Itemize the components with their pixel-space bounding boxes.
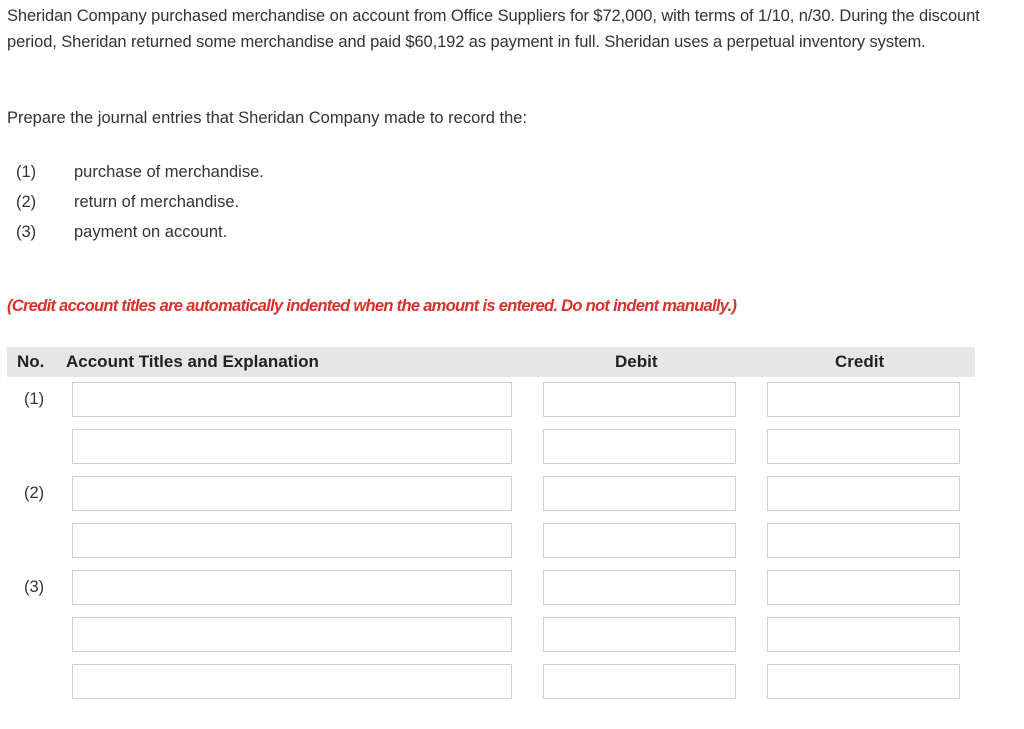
header-account-titles: Account Titles and Explanation xyxy=(66,352,319,371)
requirements-list xyxy=(16,158,264,248)
header-debit: Debit xyxy=(615,352,658,371)
requirement-number: (2) xyxy=(16,193,37,211)
requirement-item xyxy=(16,158,264,188)
debit-input[interactable] xyxy=(543,429,736,464)
credit-input[interactable] xyxy=(767,617,960,652)
requirement-number: (3) xyxy=(16,223,37,241)
account-title-input[interactable] xyxy=(72,570,512,605)
credit-input[interactable] xyxy=(767,664,960,699)
entry-label-2: (2) xyxy=(24,484,45,502)
credit-input[interactable] xyxy=(767,523,960,558)
debit-input[interactable] xyxy=(543,617,736,652)
credit-input[interactable] xyxy=(767,570,960,605)
header-no: No. xyxy=(17,352,45,371)
journal-table-header xyxy=(7,347,975,377)
requirement-text: return of merchandise. xyxy=(74,193,240,211)
requirement-text: payment on account. xyxy=(74,223,228,241)
requirement-number: (1) xyxy=(16,163,37,181)
account-title-input[interactable] xyxy=(72,523,512,558)
account-title-input[interactable] xyxy=(72,476,512,511)
debit-input[interactable] xyxy=(543,664,736,699)
credit-input[interactable] xyxy=(767,382,960,417)
debit-input[interactable] xyxy=(543,476,736,511)
requirement-text: purchase of merchandise. xyxy=(74,163,264,181)
requirement-item xyxy=(16,218,264,248)
debit-input[interactable] xyxy=(543,382,736,417)
account-title-input[interactable] xyxy=(72,382,512,417)
account-title-input[interactable] xyxy=(72,429,512,464)
requirement-item xyxy=(16,188,264,218)
debit-input[interactable] xyxy=(543,523,736,558)
header-credit: Credit xyxy=(835,352,885,371)
instruction-prompt: Prepare the journal entries that Sheridan Company made to record the: xyxy=(7,109,528,127)
debit-input[interactable] xyxy=(543,570,736,605)
indent-note: (Credit account titles are automatically indented when the amount is entered. Do not indent manually.) xyxy=(7,297,737,315)
credit-input[interactable] xyxy=(767,476,960,511)
credit-input[interactable] xyxy=(767,429,960,464)
account-title-input[interactable] xyxy=(72,617,512,652)
account-title-input[interactable] xyxy=(72,664,512,699)
problem-statement: Sheridan Company purchased merchandise on account from Office Suppliers for $72,000, with terms of 1/10, n/30. During the discount period, Sheridan returned some merchandise and paid $60,192 as payment in full. Sheridan uses a perpetual inventory system. xyxy=(7,7,980,51)
entry-label-3: (3) xyxy=(24,578,45,596)
entry-label-1: (1) xyxy=(24,390,45,408)
